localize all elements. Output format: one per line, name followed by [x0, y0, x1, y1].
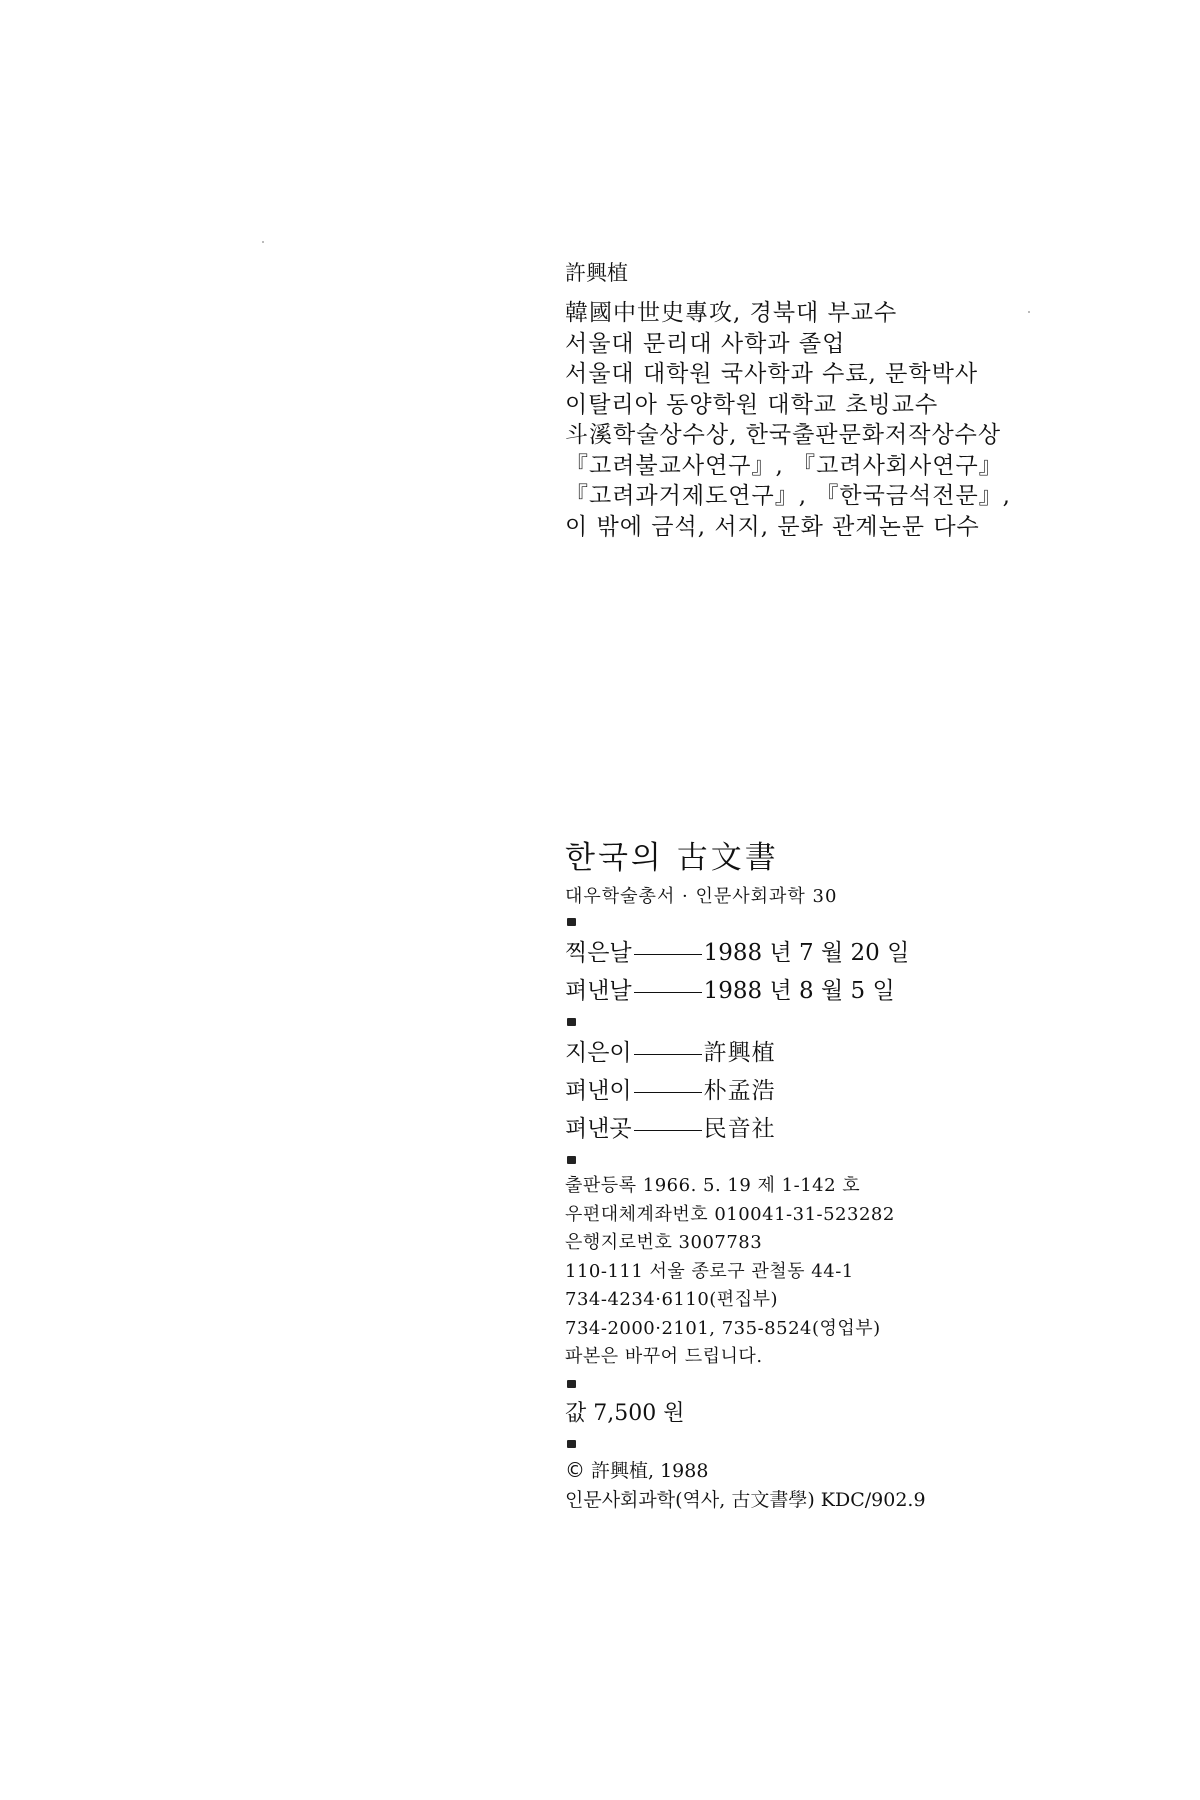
author-bio-line: 『고려불교사연구』, 『고려사회사연구』: [565, 452, 1003, 479]
author-bio-line: 이탈리아 동양학원 대학교 초빙교수: [565, 391, 939, 418]
registration-line: 파본은 바꾸어 드립니다.: [565, 1346, 763, 1367]
printed-date-value: 1988 년 7 월 20 일: [703, 940, 910, 966]
section-mark-icon: [567, 918, 576, 926]
author-bio-line: 『고려과거제도연구』, 『한국금석전문』,: [565, 483, 1011, 509]
book-title: 한국의 古文書: [565, 840, 779, 876]
copyright-line: [565, 1456, 1045, 1486]
registration-line: 734-4234·6110(편집부): [565, 1289, 778, 1310]
published-date-label: 펴낸날: [565, 978, 632, 1004]
publication-colophon: [565, 838, 1045, 1515]
published-date-line: [565, 972, 1045, 1010]
author-bio-line: 斗溪학술상수상, 한국출판문화저작상수상: [565, 422, 1002, 448]
press-credit-line: [565, 1110, 1045, 1148]
author-bio-line: 서울대 문리대 사학과 졸업: [565, 330, 846, 357]
author-name: 許興植: [565, 261, 628, 285]
author-credit-value: 許興植: [703, 1040, 776, 1066]
registration-line: 은행지로번호 3007783: [565, 1232, 763, 1253]
author-credit-label: 지은이: [565, 1040, 632, 1066]
registration-line: 출판등록 1966. 5. 19 제 1-142 호: [565, 1175, 861, 1196]
leader-dash: [634, 992, 702, 993]
registration-line: 110-111 서울 종로구 관철동 44-1: [565, 1260, 854, 1282]
price: 값 7,500 원: [565, 1400, 685, 1426]
copyright-holder: 許興植, 1988: [591, 1459, 709, 1482]
author-bio-line: 서울대 대학원 국사학과 수료, 문학박사: [565, 361, 979, 387]
section-mark-icon: [567, 1440, 576, 1448]
leader-dash: [634, 1092, 702, 1093]
author-bio-line: 韓國中世史專攻, 경북대 부교수: [565, 300, 898, 326]
publisher-credit-label: 펴낸이: [565, 1078, 632, 1104]
section-mark-icon: [567, 1380, 576, 1388]
registration-line: 우편대체계좌번호 010041-31-523282: [565, 1203, 895, 1225]
printed-date-line: [565, 934, 1045, 972]
publisher-credit-line: [565, 1072, 1045, 1110]
author-profile: [565, 258, 1045, 542]
press-credit-label: 펴낸곳: [565, 1116, 632, 1142]
printed-date-label: 찍은날: [565, 940, 632, 966]
registration-line: 734-2000·2101, 735-8524(영업부): [565, 1317, 881, 1339]
scan-speck: [262, 241, 264, 243]
copyright-icon: ©: [565, 1457, 585, 1482]
leader-dash: [634, 1054, 702, 1055]
leader-dash: [634, 954, 702, 955]
press-credit-value: 民音社: [703, 1116, 776, 1142]
publisher-credit-value: 朴孟浩: [703, 1078, 776, 1104]
section-mark-icon: [567, 1018, 576, 1026]
leader-dash: [634, 1130, 702, 1131]
author-bio-line: 이 밖에 금석, 서지, 문화 관계논문 다수: [565, 513, 980, 540]
author-credit-line: [565, 1034, 1045, 1072]
classification-line: 인문사회과학(역사, 古文書學) KDC/902.9: [565, 1488, 926, 1511]
published-date-value: 1988 년 8 월 5 일: [703, 978, 895, 1004]
series-name: 대우학술총서 · 인문사회과학 30: [565, 886, 838, 907]
section-mark-icon: [567, 1156, 576, 1164]
